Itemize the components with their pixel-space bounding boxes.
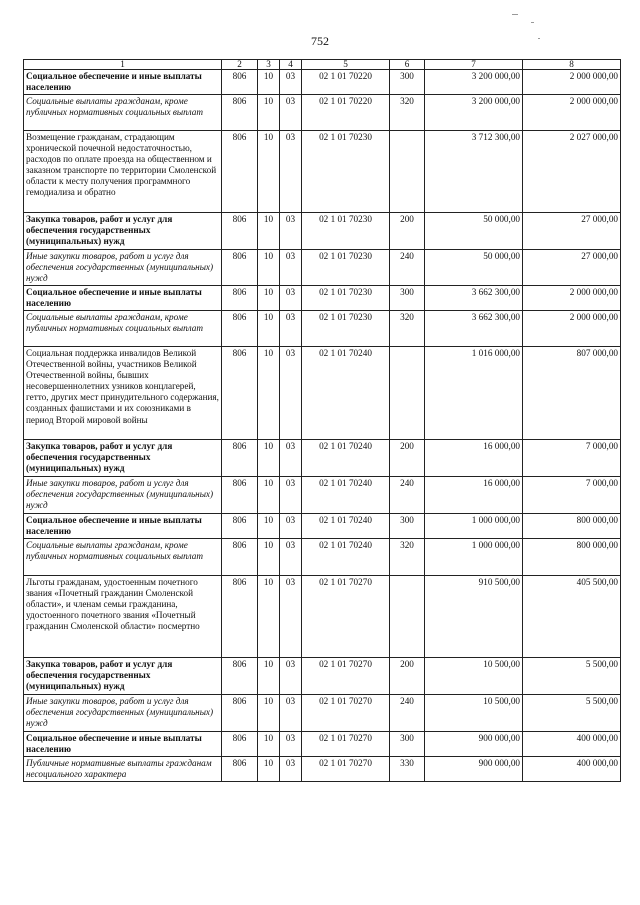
ministry-code-cell: 806	[222, 286, 258, 311]
sum-col7-cell: 3 200 000,00	[425, 95, 523, 131]
sum-col8-cell: 27 000,00	[523, 250, 621, 286]
table-row	[24, 732, 621, 757]
row-name-cell: Публичные нормативные выплаты гражданам несоциального характера	[24, 757, 222, 782]
table-row	[24, 658, 621, 695]
expense-type-cell: 300	[390, 286, 425, 311]
expense-type-cell: 200	[390, 658, 425, 695]
subsection-cell: 03	[280, 70, 302, 95]
column-header: 7	[425, 60, 523, 70]
row-name-cell: Социальное обеспечение и иные выплаты населению	[24, 514, 222, 539]
subsection-cell: 03	[280, 286, 302, 311]
row-name-cell: Возмещение гражданам, страдающим хронической почечной недостаточностью, расходов по оплате проезда на общественном и заказном транспорте по территории Смоленской области к месту получения программного гемодиализа и обратно	[24, 131, 222, 213]
expense-type-cell: 200	[390, 440, 425, 477]
expense-type-cell: 200	[390, 213, 425, 250]
expense-type-cell: 320	[390, 539, 425, 576]
table-row	[24, 131, 621, 213]
target-article-cell: 02 1 01 70230	[302, 250, 390, 286]
target-article-cell: 02 1 01 70240	[302, 347, 390, 440]
section-cell: 10	[258, 347, 280, 440]
table-row	[24, 311, 621, 347]
ministry-code-cell: 806	[222, 757, 258, 782]
sum-col8-cell: 800 000,00	[523, 539, 621, 576]
table-row	[24, 757, 621, 782]
section-cell: 10	[258, 213, 280, 250]
sum-col7-cell: 10 500,00	[425, 695, 523, 732]
row-name-cell: Иные закупки товаров, работ и услуг для обеспечения государственных (муниципальных) нужд	[24, 250, 222, 286]
row-name-cell: Социальное обеспечение и иные выплаты населению	[24, 70, 222, 95]
target-article-cell: 02 1 01 70230	[302, 286, 390, 311]
sum-col7-cell: 16 000,00	[425, 477, 523, 514]
expense-type-cell: 300	[390, 70, 425, 95]
section-cell: 10	[258, 250, 280, 286]
sum-col8-cell: 2 000 000,00	[523, 286, 621, 311]
sum-col7-cell: 3 662 300,00	[425, 286, 523, 311]
sum-col7-cell: 3 200 000,00	[425, 70, 523, 95]
row-name-cell: Льготы гражданам, удостоенным почетного звания «Почетный гражданин Смоленской области», и членам семьи гражданина, удостоенного почетного звания «Почетный гражданин Смоленской области» посмертно	[24, 576, 222, 658]
ministry-code-cell: 806	[222, 95, 258, 131]
ministry-code-cell: 806	[222, 658, 258, 695]
target-article-cell: 02 1 01 70270	[302, 658, 390, 695]
section-cell: 10	[258, 440, 280, 477]
sum-col8-cell: 5 500,00	[523, 695, 621, 732]
target-article-cell: 02 1 01 70270	[302, 732, 390, 757]
row-name-cell: Социальная поддержка инвалидов Великой Отечественной войны, участников Великой Отечественной войны, бывших несовершеннолетних узников концлагерей, гетто, других мест принудительного содержания, созданных фашистами и их союзниками в период Второй мировой войны	[24, 347, 222, 440]
target-article-cell: 02 1 01 70230	[302, 311, 390, 347]
page-number: 752	[311, 34, 329, 48]
table-row	[24, 539, 621, 576]
sum-col8-cell: 807 000,00	[523, 347, 621, 440]
table-row	[24, 695, 621, 732]
section-cell: 10	[258, 477, 280, 514]
table-row	[24, 347, 621, 440]
ministry-code-cell: 806	[222, 576, 258, 658]
sum-col8-cell: 400 000,00	[523, 757, 621, 782]
sum-col7-cell: 50 000,00	[425, 250, 523, 286]
sum-col7-cell: 1 000 000,00	[425, 539, 523, 576]
subsection-cell: 03	[280, 213, 302, 250]
subsection-cell: 03	[280, 576, 302, 658]
sum-col8-cell: 2 000 000,00	[523, 311, 621, 347]
subsection-cell: 03	[280, 757, 302, 782]
section-cell: 10	[258, 131, 280, 213]
sum-col7-cell: 900 000,00	[425, 732, 523, 757]
table-row	[24, 95, 621, 131]
section-cell: 10	[258, 576, 280, 658]
subsection-cell: 03	[280, 658, 302, 695]
subsection-cell: 03	[280, 440, 302, 477]
column-header: 1	[24, 60, 222, 70]
column-header: 2	[222, 60, 258, 70]
column-header: 4	[280, 60, 302, 70]
target-article-cell: 02 1 01 70240	[302, 539, 390, 576]
table-row	[24, 477, 621, 514]
sum-col7-cell: 10 500,00	[425, 658, 523, 695]
ministry-code-cell: 806	[222, 250, 258, 286]
scan-mark	[531, 22, 534, 23]
table-row	[24, 70, 621, 95]
row-name-cell: Социальное обеспечение и иные выплаты населению	[24, 286, 222, 311]
row-name-cell: Закупка товаров, работ и услуг для обеспечения государственных (муниципальных) нужд	[24, 658, 222, 695]
expense-type-cell: 320	[390, 95, 425, 131]
column-header: 8	[523, 60, 621, 70]
row-name-cell: Социальные выплаты гражданам, кроме публичных нормативных социальных выплат	[24, 95, 222, 131]
expense-type-cell	[390, 347, 425, 440]
row-name-cell: Иные закупки товаров, работ и услуг для обеспечения государственных (муниципальных) нужд	[24, 695, 222, 732]
section-cell: 10	[258, 311, 280, 347]
subsection-cell: 03	[280, 347, 302, 440]
sum-col7-cell: 16 000,00	[425, 440, 523, 477]
expense-type-cell: 320	[390, 311, 425, 347]
sum-col7-cell: 3 712 300,00	[425, 131, 523, 213]
row-name-cell: Социальные выплаты гражданам, кроме публичных нормативных социальных выплат	[24, 311, 222, 347]
expense-type-cell: 240	[390, 250, 425, 286]
subsection-cell: 03	[280, 477, 302, 514]
expense-type-cell: 330	[390, 757, 425, 782]
ministry-code-cell: 806	[222, 347, 258, 440]
ministry-code-cell: 806	[222, 70, 258, 95]
table-row	[24, 250, 621, 286]
target-article-cell: 02 1 01 70230	[302, 213, 390, 250]
scan-mark	[538, 38, 540, 39]
sum-col8-cell: 27 000,00	[523, 213, 621, 250]
sum-col7-cell: 910 500,00	[425, 576, 523, 658]
target-article-cell: 02 1 01 70240	[302, 477, 390, 514]
ministry-code-cell: 806	[222, 732, 258, 757]
header-row	[24, 60, 621, 70]
table-row	[24, 286, 621, 311]
column-header: 5	[302, 60, 390, 70]
target-article-cell: 02 1 01 70270	[302, 576, 390, 658]
sum-col8-cell: 5 500,00	[523, 658, 621, 695]
row-name-cell: Закупка товаров, работ и услуг для обеспечения государственных (муниципальных) нужд	[24, 440, 222, 477]
expense-type-cell	[390, 576, 425, 658]
table-row	[24, 440, 621, 477]
column-header: 3	[258, 60, 280, 70]
subsection-cell: 03	[280, 732, 302, 757]
ministry-code-cell: 806	[222, 477, 258, 514]
column-header: 6	[390, 60, 425, 70]
subsection-cell: 03	[280, 539, 302, 576]
subsection-cell: 03	[280, 695, 302, 732]
row-name-cell: Иные закупки товаров, работ и услуг для обеспечения государственных (муниципальных) нужд	[24, 477, 222, 514]
ministry-code-cell: 806	[222, 311, 258, 347]
section-cell: 10	[258, 70, 280, 95]
sum-col8-cell: 7 000,00	[523, 477, 621, 514]
subsection-cell: 03	[280, 95, 302, 131]
sum-col8-cell: 400 000,00	[523, 732, 621, 757]
sum-col7-cell: 1 016 000,00	[425, 347, 523, 440]
ministry-code-cell: 806	[222, 539, 258, 576]
ministry-code-cell: 806	[222, 131, 258, 213]
budget-table	[23, 59, 621, 782]
row-name-cell: Закупка товаров, работ и услуг для обеспечения государственных (муниципальных) нужд	[24, 213, 222, 250]
table-body	[24, 70, 621, 782]
expense-type-cell: 300	[390, 514, 425, 539]
subsection-cell: 03	[280, 250, 302, 286]
target-article-cell: 02 1 01 70230	[302, 131, 390, 213]
table-row	[24, 213, 621, 250]
scan-mark	[512, 14, 518, 15]
ministry-code-cell: 806	[222, 514, 258, 539]
expense-type-cell: 300	[390, 732, 425, 757]
table-row	[24, 576, 621, 658]
target-article-cell: 02 1 01 70220	[302, 95, 390, 131]
sum-col7-cell: 1 000 000,00	[425, 514, 523, 539]
section-cell: 10	[258, 95, 280, 131]
table-row	[24, 514, 621, 539]
sum-col8-cell: 405 500,00	[523, 576, 621, 658]
sum-col7-cell: 900 000,00	[425, 757, 523, 782]
sum-col8-cell: 2 000 000,00	[523, 70, 621, 95]
ministry-code-cell: 806	[222, 440, 258, 477]
sum-col7-cell: 50 000,00	[425, 213, 523, 250]
sum-col7-cell: 3 662 300,00	[425, 311, 523, 347]
row-name-cell: Социальное обеспечение и иные выплаты населению	[24, 732, 222, 757]
section-cell: 10	[258, 695, 280, 732]
section-cell: 10	[258, 539, 280, 576]
subsection-cell: 03	[280, 514, 302, 539]
sum-col8-cell: 2 027 000,00	[523, 131, 621, 213]
sum-col8-cell: 7 000,00	[523, 440, 621, 477]
target-article-cell: 02 1 01 70240	[302, 440, 390, 477]
section-cell: 10	[258, 514, 280, 539]
section-cell: 10	[258, 658, 280, 695]
section-cell: 10	[258, 286, 280, 311]
subsection-cell: 03	[280, 131, 302, 213]
target-article-cell: 02 1 01 70270	[302, 757, 390, 782]
target-article-cell: 02 1 01 70220	[302, 70, 390, 95]
section-cell: 10	[258, 757, 280, 782]
subsection-cell: 03	[280, 311, 302, 347]
section-cell: 10	[258, 732, 280, 757]
sum-col8-cell: 800 000,00	[523, 514, 621, 539]
ministry-code-cell: 806	[222, 695, 258, 732]
expense-type-cell: 240	[390, 477, 425, 514]
sum-col8-cell: 2 000 000,00	[523, 95, 621, 131]
target-article-cell: 02 1 01 70240	[302, 514, 390, 539]
ministry-code-cell: 806	[222, 213, 258, 250]
expense-type-cell: 240	[390, 695, 425, 732]
expense-type-cell	[390, 131, 425, 213]
target-article-cell: 02 1 01 70270	[302, 695, 390, 732]
row-name-cell: Социальные выплаты гражданам, кроме публичных нормативных социальных выплат	[24, 539, 222, 576]
